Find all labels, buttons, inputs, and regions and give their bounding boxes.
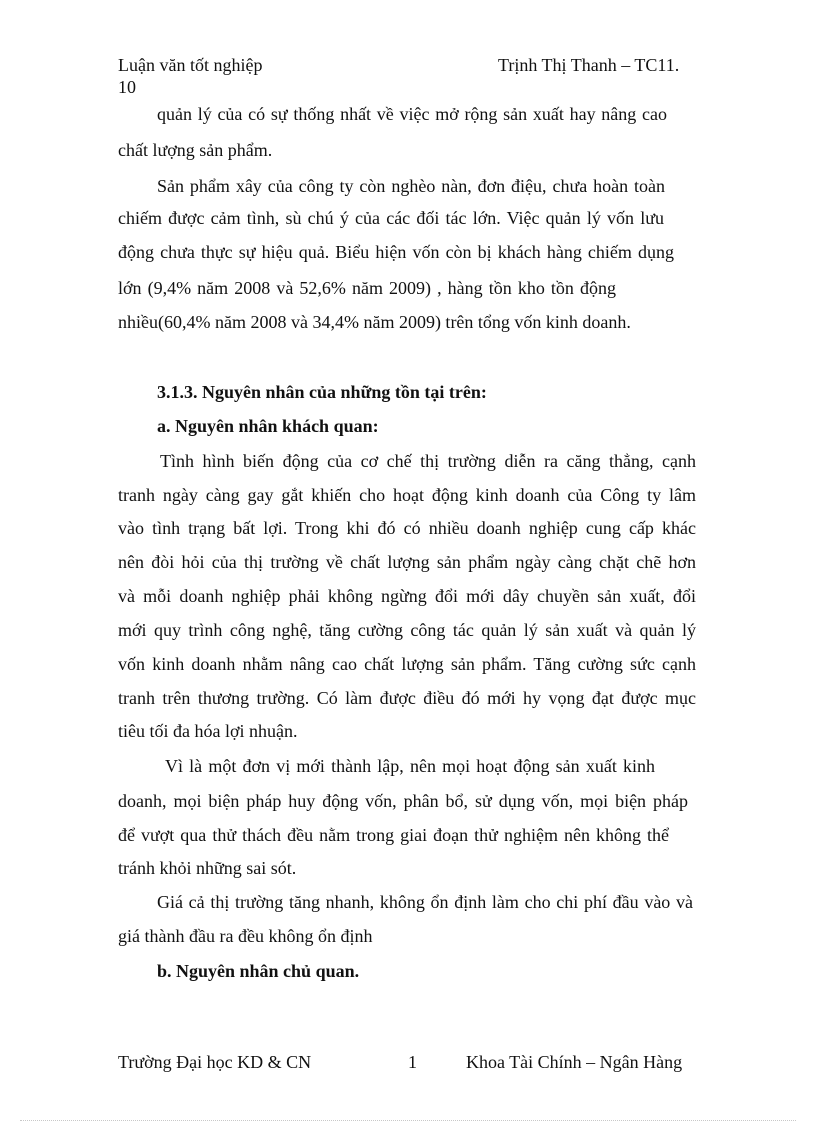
paragraph-line: Giá cả thị trường tăng nhanh, không ổn định làm cho chi phí đầu vào và — [157, 892, 693, 912]
paragraph-line: Vì là một đơn vị mới thành lập, nên mọi hoạt động sản xuất kinh — [165, 756, 655, 776]
header-author-right: Trịnh Thị Thanh – TC11. — [498, 55, 680, 75]
paragraph-line: tranh ngày càng gay gắt khiến cho hoạt động kinh doanh của Công ty lâm — [118, 485, 696, 505]
paragraph-line: quản lý của có sự thống nhất về việc mở rộng sản xuất hay nâng cao — [157, 104, 667, 124]
paragraph-line: giá thành đầu ra đều không ổn định — [118, 926, 373, 946]
paragraph-line: tranh trên thương trường. Có làm được điều đó mới hy vọng đạt được mục — [118, 688, 696, 708]
paragraph-line: chiếm được cảm tình, sù chú ý của các đối tác lớn. Việc quản lý vốn lưu — [118, 208, 664, 228]
paragraph-line: doanh, mọi biện pháp huy động vốn, phân bổ, sử dụng vốn, mọi biện pháp — [118, 791, 688, 811]
header-title-left: Luận văn tốt nghiệp — [118, 55, 263, 75]
paragraph-line: lớn (9,4% năm 2008 và 52,6% năm 2009) , hàng tồn kho tồn động — [118, 278, 616, 298]
paragraph-line: tránh khỏi những sai sót. — [118, 858, 297, 878]
subsection-heading: b. Nguyên nhân chủ quan. — [157, 961, 360, 981]
paragraph-line: chất lượng sản phẩm. — [118, 140, 273, 160]
paragraph-line: vốn kinh doanh nhằm nâng cao chất lượng sản phẩm. Tăng cường sức cạnh — [118, 654, 696, 674]
header-page-suffix: 10 — [118, 77, 136, 97]
page-edge-divider — [20, 1120, 796, 1121]
paragraph-line: để vượt qua thử thách đều nằm trong giai đoạn thử nghiệm nên không thể — [118, 825, 669, 845]
subsection-heading: a. Nguyên nhân khách quan: — [157, 416, 379, 436]
footer-page-number: 1 — [408, 1052, 417, 1072]
paragraph-line: tiêu tối đa hóa lợi nhuận. — [118, 721, 298, 741]
paragraph-line: mới quy trình công nghệ, tăng cường công tác quản lý sản xuất và quản lý — [118, 620, 696, 640]
footer-department: Khoa Tài Chính – Ngân Hàng — [466, 1052, 683, 1072]
paragraph-line: nên đòi hỏi của thị trường về chất lượng sản phẩm ngày càng chặt chẽ hơn — [118, 552, 696, 572]
paragraph-line: vào tình trạng bất lợi. Trong khi đó có nhiều doanh nghiệp cung cấp khác — [118, 518, 696, 538]
section-heading: 3.1.3. Nguyên nhân của những tồn tại trên: — [157, 382, 487, 402]
paragraph-line: Sản phẩm xây của công ty còn nghèo nàn, đơn điệu, chưa hoàn toàn — [157, 176, 665, 196]
paragraph-line: nhiều(60,4% năm 2008 và 34,4% năm 2009) trên tổng vốn kinh doanh. — [118, 312, 631, 332]
footer-school: Trường Đại học KD & CN — [118, 1052, 312, 1072]
paragraph-line: và mỗi doanh nghiệp phải không ngừng đổi mới dây chuyền sản xuất, đổi — [118, 586, 696, 606]
paragraph-line: Tình hình biến động của cơ chế thị trường diễn ra căng thẳng, cạnh — [160, 451, 696, 471]
paragraph-line: động chưa thực sự hiệu quả. Biểu hiện vốn còn bị khách hàng chiếm dụng — [118, 242, 674, 262]
